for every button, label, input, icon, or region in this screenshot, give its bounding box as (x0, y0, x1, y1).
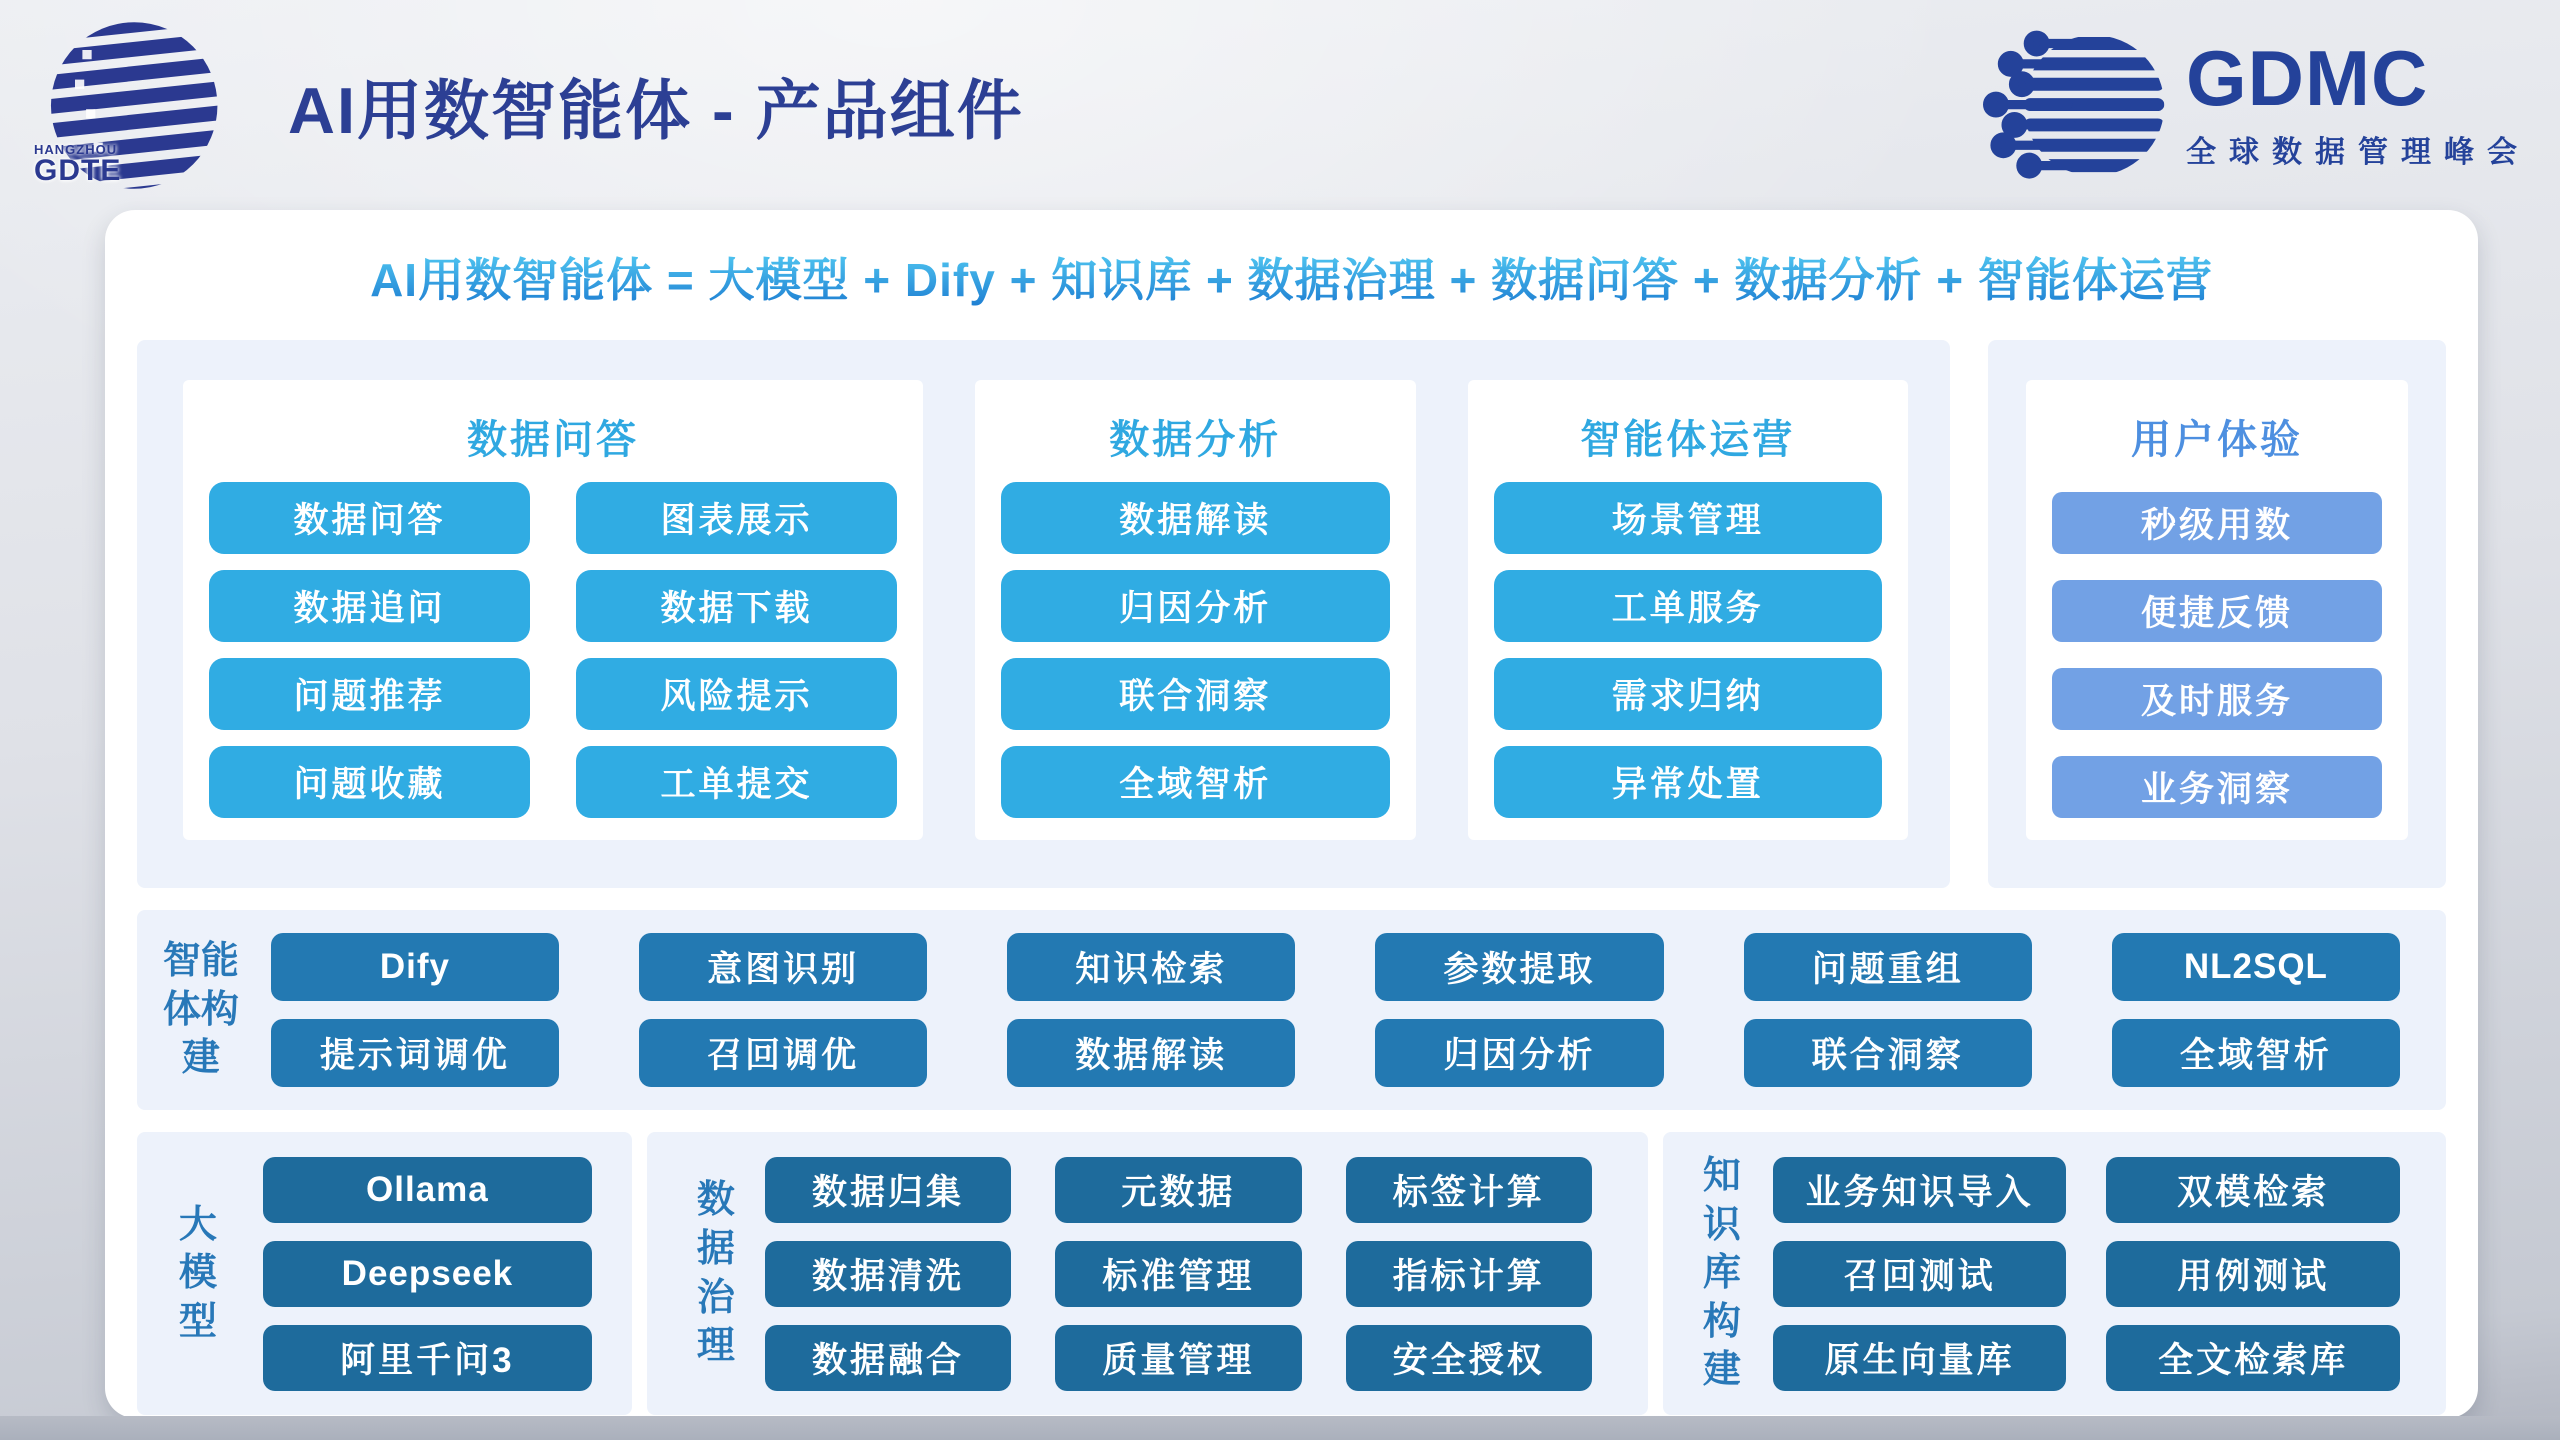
slide-bottom-strip (0, 1416, 2560, 1440)
feature-chip: 双模检索 (2106, 1157, 2400, 1223)
capability-panel (137, 340, 1950, 888)
feature-chip: 数据追问 (209, 570, 530, 642)
data-governance-label: 数据治理 (696, 1179, 735, 1368)
section-user-exp (2026, 380, 2408, 840)
feature-chip: 图表展示 (576, 482, 897, 554)
agent-build-panel (137, 910, 2446, 1110)
feature-chip: 数据融合 (765, 1325, 1011, 1391)
section-data-qa (183, 380, 923, 840)
data-governance-chip-grid (765, 1157, 1592, 1391)
feature-chip: 问题推荐 (209, 658, 530, 730)
kb-build-panel (1663, 1132, 2446, 1415)
feature-chip: 数据归集 (765, 1157, 1011, 1223)
header (0, 0, 2560, 210)
feature-chip: 标签计算 (1346, 1157, 1592, 1223)
gdte-logo-text (34, 143, 121, 186)
section-title-agent-ops: 智能体运营 (1580, 418, 1796, 462)
gdte-name-label: GDTE (34, 153, 122, 187)
feature-chip: 联合洞察 (1744, 1019, 2032, 1087)
feature-chip: 数据问答 (209, 482, 530, 554)
feature-chip: 质量管理 (1055, 1325, 1301, 1391)
feature-chip: 数据下载 (576, 570, 897, 642)
feature-chip: 问题收藏 (209, 746, 530, 818)
feature-chip: 需求归纳 (1494, 658, 1883, 730)
agent-build-label: 智能体构建 (162, 940, 239, 1080)
agent-ops-chip-grid (1494, 475, 1883, 818)
feature-chip: 意图识别 (639, 933, 927, 1001)
feature-chip: 数据清洗 (765, 1241, 1011, 1307)
feature-chip: 问题重组 (1744, 933, 2032, 1001)
feature-chip: Deepseek (263, 1241, 592, 1307)
gdmc-circuit-globe-icon (1983, 13, 2168, 198)
feature-chip: 标准管理 (1055, 1241, 1301, 1307)
feature-chip: 全域智析 (2112, 1019, 2400, 1087)
llm-chip-grid (263, 1157, 592, 1391)
bottom-region (137, 1132, 2446, 1415)
feature-chip: Ollama (263, 1157, 592, 1223)
data-qa-chip-grid (209, 475, 897, 818)
feature-chip: 原生向量库 (1773, 1325, 2067, 1391)
kb-build-label: 知识库构建 (1702, 1154, 1741, 1392)
feature-chip: 提示词调优 (271, 1019, 559, 1087)
feature-chip: 全域智析 (1001, 746, 1390, 818)
kb-build-chip-grid (1773, 1157, 2400, 1391)
feature-chip: 知识检索 (1007, 933, 1295, 1001)
section-data-analysis (975, 380, 1416, 840)
feature-chip: 召回调优 (639, 1019, 927, 1087)
feature-chip: 及时服务 (2052, 668, 2382, 730)
page-title: AI用数智能体 - 产品组件 (288, 74, 1024, 147)
top-region (137, 340, 2446, 888)
feature-chip: 联合洞察 (1001, 658, 1390, 730)
feature-chip: 安全授权 (1346, 1325, 1592, 1391)
llm-label: 大模型 (178, 1203, 217, 1343)
feature-chip: 数据解读 (1007, 1019, 1295, 1087)
gdmc-subtitle-label: 全球数据管理峰会 (2186, 136, 2530, 169)
user-exp-panel (1988, 340, 2446, 888)
feature-chip: Dify (271, 933, 559, 1001)
feature-chip: 元数据 (1055, 1157, 1301, 1223)
gdmc-logo-text (2186, 34, 2530, 171)
feature-chip: 归因分析 (1001, 570, 1390, 642)
data-governance-panel (647, 1132, 1648, 1415)
section-title-data-analysis: 数据分析 (1109, 418, 1282, 462)
user-exp-chip-grid (2052, 475, 2382, 818)
feature-chip: 召回测试 (1773, 1241, 2067, 1307)
feature-chip: 业务洞察 (2052, 756, 2382, 818)
gdmc-name-label: GDMC (2186, 34, 2429, 122)
feature-chip: 工单服务 (1494, 570, 1883, 642)
feature-chip: 秒级用数 (2052, 492, 2382, 554)
feature-chip: 数据解读 (1001, 482, 1390, 554)
llm-panel (137, 1132, 632, 1415)
feature-chip: 工单提交 (576, 746, 897, 818)
gdte-city-label: HANGZHOU (34, 141, 118, 157)
main-card (105, 210, 2478, 1418)
feature-chip: 便捷反馈 (2052, 580, 2382, 642)
feature-chip: 归因分析 (1375, 1019, 1663, 1087)
feature-chip: 阿里千问3 (263, 1325, 592, 1391)
formula-line: AI用数智能体 = 大模型 + Dify + 知识库 + 数据治理 + 数据问答 + 数据分析 + 智能体运营 (137, 244, 2446, 310)
feature-chip: NL2SQL (2112, 933, 2400, 1001)
feature-chip: 参数提取 (1375, 933, 1663, 1001)
feature-chip: 业务知识导入 (1773, 1157, 2067, 1223)
feature-chip: 全文检索库 (2106, 1325, 2400, 1391)
section-agent-ops (1468, 380, 1909, 840)
gdte-logo (28, 13, 233, 198)
data-analysis-chip-grid (1001, 475, 1390, 818)
section-title-data-qa: 数据问答 (467, 418, 639, 462)
feature-chip: 指标计算 (1346, 1241, 1592, 1307)
feature-chip: 异常处置 (1494, 746, 1883, 818)
gdmc-logo (1983, 13, 2530, 198)
feature-chip: 用例测试 (2106, 1241, 2400, 1307)
agent-build-chip-grid (271, 933, 2400, 1087)
feature-chip: 场景管理 (1494, 482, 1883, 554)
feature-chip: 风险提示 (576, 658, 897, 730)
section-title-user-exp: 用户体验 (2131, 418, 2303, 462)
